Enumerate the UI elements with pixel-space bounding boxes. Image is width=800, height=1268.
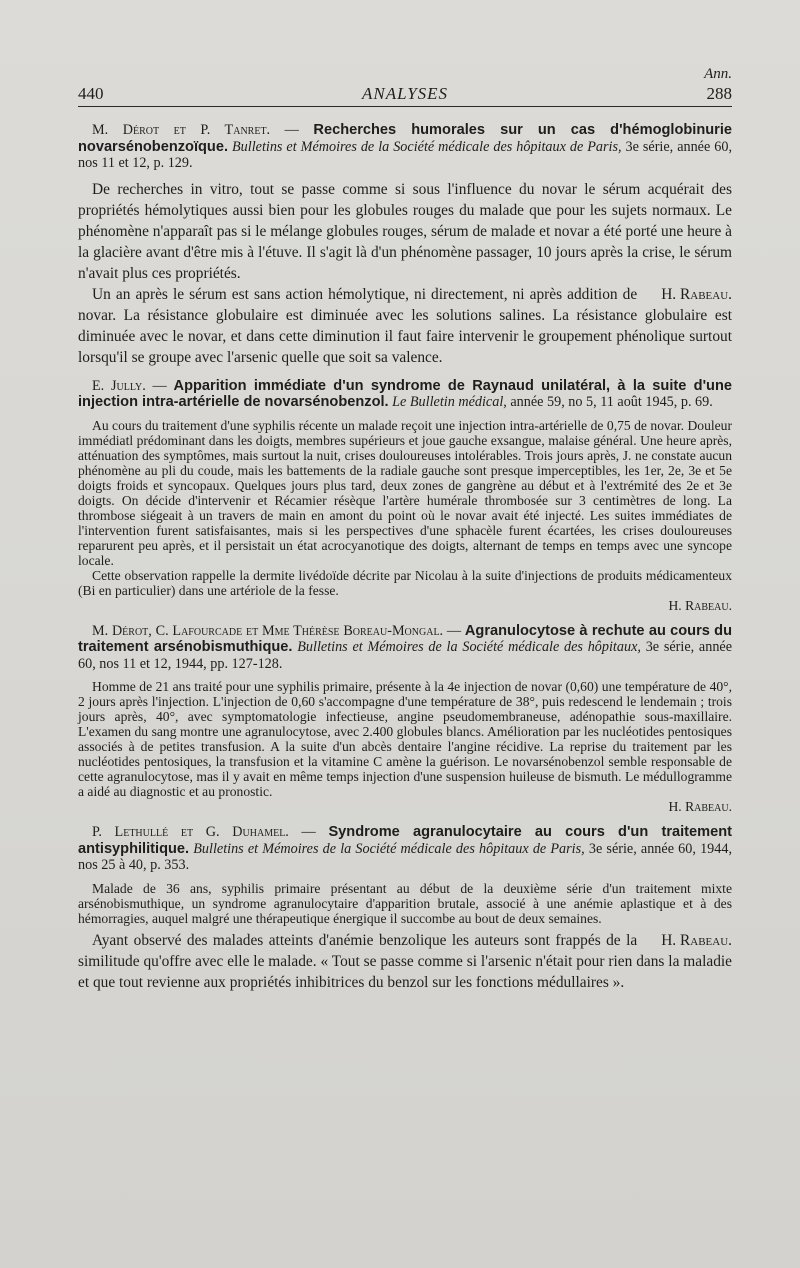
- article-paragraph: Malade de 36 ans, syphilis primaire présentant au début de la deuxième série d'un traitement mixte arsénobismuthique, un syndrome agranulocytaire d'apparition brutale, associé à une anémie aplastique et à des hémorragies, auquel malgré une thérapeutique énergique il succombe au bout de deux semaines.: [78, 880, 732, 926]
- article-paragraph: H. Rabeau. Un an après le sérum est sans action hémolytique, ni directement, ni après addition de novar. La résistance globulaire est diminuée avec les solutions salines. La résistance globulaire est diminuée avec le novar, et dans cette diminution il faut faire intervenir le groupement phénolique surtout lorsqu'il se groupe avec l'arsenic quelle que soit sa valence.: [78, 285, 732, 366]
- article-header: [78, 378, 732, 411]
- article-source: Bulletins et Mémoires de la Société médicale des hôpitaux de Paris,: [232, 138, 622, 155]
- article-signature: H. Rabeau.: [661, 931, 732, 949]
- article-body-continued: [78, 930, 732, 993]
- article-paragraph: De recherches in vitro, tout se passe comme si sous l'influence du novar le sérum acquérait des propriétés hémolytiques aussi bien pour les globules rouges du malade que pour les sujets normaux. Le phénomène n'apparaît pas si le mélange globules rouges, sérum de malade et novar a été porté une heure à la glacière avant d'être mis à l'étuve. Il s'agit là d'un phénomène passager, 10 jours après la crise, le sérum n'avait plus ces propriétés.: [78, 180, 732, 282]
- article-paragraph: Au cours du traitement d'une syphilis récente un malade reçoit une injection intra-artérielle de 0,75 de novar. Douleur immédiatl prédominant dans les doigts, membres supérieurs et joue gauche exsangue, malaise général. Une heure après, atténuation des symptômes, mais surtout la nuit, crises douloureuses intolérables. Trois jours après, J. ne constate aucun phénomène au pli du coude, mais les battements de la radiale gauche sont presque imperceptibles, les 1er, 2e, 3e et 5e doigts froids et syncopaux. Quelques jours plus tard, deux zones de gangrène au début et à l'extrémité des 2e et 3e doigts. On décide d'intervenir et Récamier résèque l'artère humérale thrombosée sur 3 centimètres de long. La thrombose siégeait à un travers de main en amont du point où le novar avait été injecté. Les suites immédiates de l'intervention furent satisfaisantes, mais si les perspectives d'une sphacèle furent écartées, les crises douloureuses reparurent peu après, et il persistait un état acrocyanotique des doigts, alternant de temps en temps avec une syncope locale.: [78, 417, 732, 568]
- article-signature: H. Rabeau.: [661, 285, 732, 303]
- article-signature: H. Rabeau.: [668, 597, 732, 613]
- page-number-right: 288: [706, 84, 732, 103]
- article-details: 3e série, année 60, 1944, nos 25 à 40, p. 353.: [78, 840, 732, 873]
- article-authors: E. Jully. —: [92, 377, 167, 394]
- article-authors: M. Dérot et P. Tanret. —: [92, 122, 299, 138]
- article-source: Bulletins et Mémoires de la Société médicale des hôpitaux de Paris,: [193, 840, 585, 857]
- article-body: [78, 679, 732, 814]
- page-title: ANALYSES: [361, 84, 449, 103]
- article-3: [78, 623, 732, 815]
- article-source: Bulletins et Mémoires de la Société médicale des hôpitaux,: [297, 639, 641, 655]
- article-paragraph: Cette observation rappelle la dermite livédoïde décrite par Nicolau à la suite d'injections de produits médicamenteux (Bi en particulier) dans une artériole de la fesse.: [78, 567, 732, 598]
- article-signature: H. Rabeau.: [668, 799, 732, 814]
- article-details: 3e série, année 60, nos 11 et 12, 1944, pp. 127-128.: [78, 639, 733, 672]
- page-content: [78, 122, 732, 1003]
- article-header: [78, 122, 732, 172]
- article-title: Agranulocytose à rechute au cours du traitement arsénobismuthique.: [78, 622, 733, 655]
- article-2: [78, 378, 732, 613]
- article-body: [78, 881, 732, 926]
- article-authors: M. Dérot, C. Lafourcade et Mme Thérèse Boreau-Mongal. —: [92, 622, 462, 639]
- article-4: [78, 824, 732, 993]
- article-title: Syndrome agranulocytaire au cours d'un traitement antisyphilitique.: [78, 824, 733, 857]
- article-paragraph: Homme de 21 ans traité pour une syphilis primaire, présente à la 4e injection de novar (0,60) une température de 40°, 2 jours après l'injection. L'injection de 0,60 s'accompagne d'une température de 38°, puis redescend le lendemain ; trois jours après, 40°, avec symptomatologie infectieuse, angine pseudomembraneuse, adénopathie sous-maxillaire. L'examen du sang montre une agranulocytose, avec 2.400 globules blancs. Amélioration par les nucléotides pentosiques associés à de petites transfusion. A la suite d'un abcès dentaire l'angine récidive. La reprise du traitement par les nucléotides pentosiques, la transfusion et la vitamine C amène la guérison. Le novarsénobenzol semble responsable de cette agranulocytose, mas il y avait en même temps injection d'une suspension huileuse de bismuth. Le médullogramme a aidé au diagnostic et au pronostic.: [78, 679, 732, 799]
- header-ann: Ann.: [704, 66, 732, 82]
- article-1: [78, 122, 732, 368]
- article-source: Le Bulletin médical,: [392, 394, 507, 410]
- article-details: 3e série, année 60, nos 11 et 12, p. 129.: [78, 138, 732, 171]
- article-header: [78, 623, 732, 673]
- article-paragraph: H. Rabeau. Ayant observé des malades atteints d'anémie benzolique les auteurs sont frappés de la similitude qu'offre avec elle le malade. « Tout se passe comme si l'arsenic n'était pour rien dans la maladie et que tout revienne aux propriétés inhibitrices du benzol sur les fonctions médullaires ».: [78, 931, 732, 991]
- article-body: [78, 179, 732, 368]
- article-body: [78, 418, 732, 613]
- page-number-left: 440: [78, 84, 104, 103]
- article-header: [78, 824, 732, 874]
- article-title: Apparition immédiate d'un syndrome de Raynaud unilatéral, à la suite d'une injection intra-artérielle de novarsénobenzol.: [78, 377, 733, 410]
- article-title: Recherches humorales sur un cas d'hémoglobinurie novarsénobenzoïque.: [78, 122, 733, 155]
- running-header: [78, 66, 732, 107]
- article-details: année 59, no 5, 11 août 1945, p. 69.: [510, 394, 713, 410]
- article-authors: P. Lethullé et G. Duhamel. —: [92, 824, 316, 840]
